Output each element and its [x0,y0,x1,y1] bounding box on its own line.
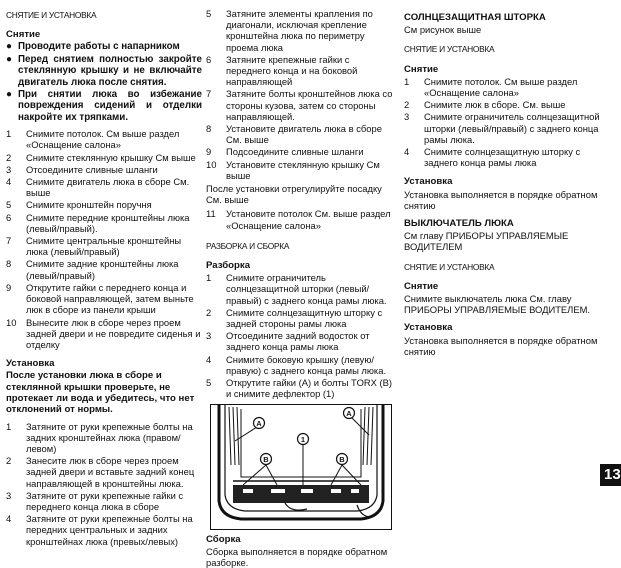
step-item: 1 Затяните от руки крепежные болты на задних кронштейнах люка (правом/левом) [6,420,193,454]
step-item: 5 Снимите кронштейн поручня [6,199,152,211]
step-item: 5 Открутите гайки (A) и болты TORX (B) и снимите дефлектор (1) [206,377,393,400]
step-item: 9 Открутите гайки с переднего конца и боковой направляющей, затем выньте люк в сборе из панели крыши [6,281,194,316]
step-item: 7 Снимите центральные кронштейны люка (левый/правый) [6,235,182,258]
callout-label-b-left: B [263,454,269,464]
chapter-tab: 13 [600,464,621,486]
sunroof-frame-drawing [211,405,391,529]
bullet-icon: ● [6,41,13,53]
after-install-note: После установки отрегулируйте посадку См. выше [206,183,382,206]
bullet-icon: ● [6,89,13,101]
removal-steps [404,76,600,169]
column-1 [6,8,202,548]
install-text: Установка выполняется в порядке обратном снятию [404,188,598,211]
step-item: 6 Снимите передние кронштейны люка (левый/правый). [6,211,190,234]
column-2 [206,8,396,568]
switch-install-text: Установка выполняется в порядке обратном снятию [404,334,598,357]
warning-item: ● Перед снятием полностью закройте стеклянную крышку и не включайте двигатель люка после снятия. [6,53,202,88]
step-item: 1 Снимите потолок. См выше раздел «Оснащение салона» [6,128,180,151]
step-item: 3 Отсоедините сливные шланги [6,163,158,175]
switch-removal-text: Снимите выключатель люка См. главу ПРИБОРЫ УПРАВЛЯЕМЫЕ ВОДИТЕЛЕМ. [404,293,591,316]
warning-item: ● Проводите работы с напарником [6,41,180,53]
install-heading: Установка [404,176,453,188]
section-title: РАЗБОРКА И СБОРКА [206,240,290,251]
switch-title: ВЫКЛЮЧАТЕЛЬ ЛЮКА [404,218,514,230]
step-item: 10 Установите стеклянную крышку См выше [206,158,380,181]
step-item: 5 Затяните элементы крапления по диагонали, исключая крепление кронштейна люка по периметру проема люка [206,8,373,53]
removal-heading: Снятие [6,29,41,41]
step-item: 2 Занесите люк в сборе через проем задней двери и вставьте задний конец направляющей в кронштейны люка. [6,455,195,489]
sunroof-deflector-figure [210,404,392,530]
sunshade-ref: См рисунок выше [404,24,482,36]
step-item: 1 Снимите потолок. См выше раздел «Оснащение салона» [404,75,578,99]
step-item: 4 Снимите боковую крышку (левую/правую) с заднего конца рамы люка. [206,353,387,376]
section-title: СНЯТИЕ И УСТАНОВКА [404,44,495,55]
removal-steps [6,128,202,350]
step-item: 2 Снимите люк в сборе. См. выше [404,99,566,111]
assembly-heading: Сборка [206,533,241,545]
step-item: 2 Снимите стеклянную крышку См выше [6,151,196,163]
step-item: 3 Отсоедините задний водосток от заднего конца рамы люка [206,330,370,353]
step-item: 10 Вынесите люк в сборе через проем задней двери и не повредите сиденья и отделку [6,316,201,350]
callout-label-1: 1 [300,434,306,444]
step-item: 2 Снимите солнцезащитную шторку с задней стороны рамы люка [206,306,383,330]
install-steps [6,421,202,547]
switch-install-heading: Установка [404,322,453,334]
step-item: 3 Снимите ограничитель солнцезащитной шторки (левый/правый) с заднего конца рамы люка. [404,111,600,145]
step-item: 4 Затяните от руки крепежные болты на передних центральных и задних кронштейнах люка (превых/левых) [6,513,193,547]
step-item: 4 Снимите солнцезащитную шторку с заднего конца рамы люка [404,146,581,169]
bullet-icon: ● [6,53,13,65]
install-steps-continued [206,8,396,181]
assembly-text: Сборка выполняется в порядке обратном разборке. [206,545,388,568]
step-item: 3 Затяните от руки крепежные гайки с переднего конца люка в сборе [6,489,184,512]
section-title: СНЯТИЕ И УСТАНОВКА [6,10,97,20]
install-heading: Установка [6,358,55,370]
column-3 [404,8,600,357]
callout-label-a-left: A [256,418,262,428]
switch-section-title: СНЯТИЕ И УСТАНОВКА [404,261,495,272]
step-item: 11 Установите потолок См. выше раздел «Оснащение салона» [206,208,391,231]
switch-removal-heading: Снятие [404,280,439,292]
disassembly-steps [206,272,396,399]
disassembly-heading: Разборка [206,260,251,272]
removal-heading: Снятие [404,63,439,75]
switch-ref: См главу ПРИБОРЫ УПРАВЛЯЕМЫЕ ВОДИТЕЛЕМ [404,230,569,253]
callout-label-a-right: A [346,408,352,418]
install-note: После установки люка в сборе и стеклянной крышки проверьте, не протекает ли вода и убедитесь, что нет отклонений от нормы. [6,370,195,416]
callout-label-b-right: B [339,454,345,464]
step-item: 7 Затяните болты кронштейнов люка со стороны кузова, затем со стороны направляющей. [206,88,393,122]
step-item: 8 Установите двигатель люка в сборе См. выше [206,123,382,146]
step-item: 9 Подсоедините сливные шланги [206,146,364,158]
step-item: 1 Снимите ограничитель солнцезащитной шторки (левый/правый) с заднего конца рамы люка. [206,272,387,306]
step-item: 8 Снимите задние кронштейны люка (левый/правый) [6,258,179,281]
warning-item: ● При снятии люка во избежание повреждения сидений и отделки накройте их тряпками. [6,89,202,123]
step-item: 6 Затяните крепежные гайки с переднего конца и на боковой направляющей [206,53,358,88]
warning-list [6,41,202,123]
step-item: 4 Снимите двигатель люка в сборе См. выше [6,176,190,199]
sunshade-title: СОЛНЦЕЗАЩИТНАЯ ШТОРКА [404,12,546,23]
